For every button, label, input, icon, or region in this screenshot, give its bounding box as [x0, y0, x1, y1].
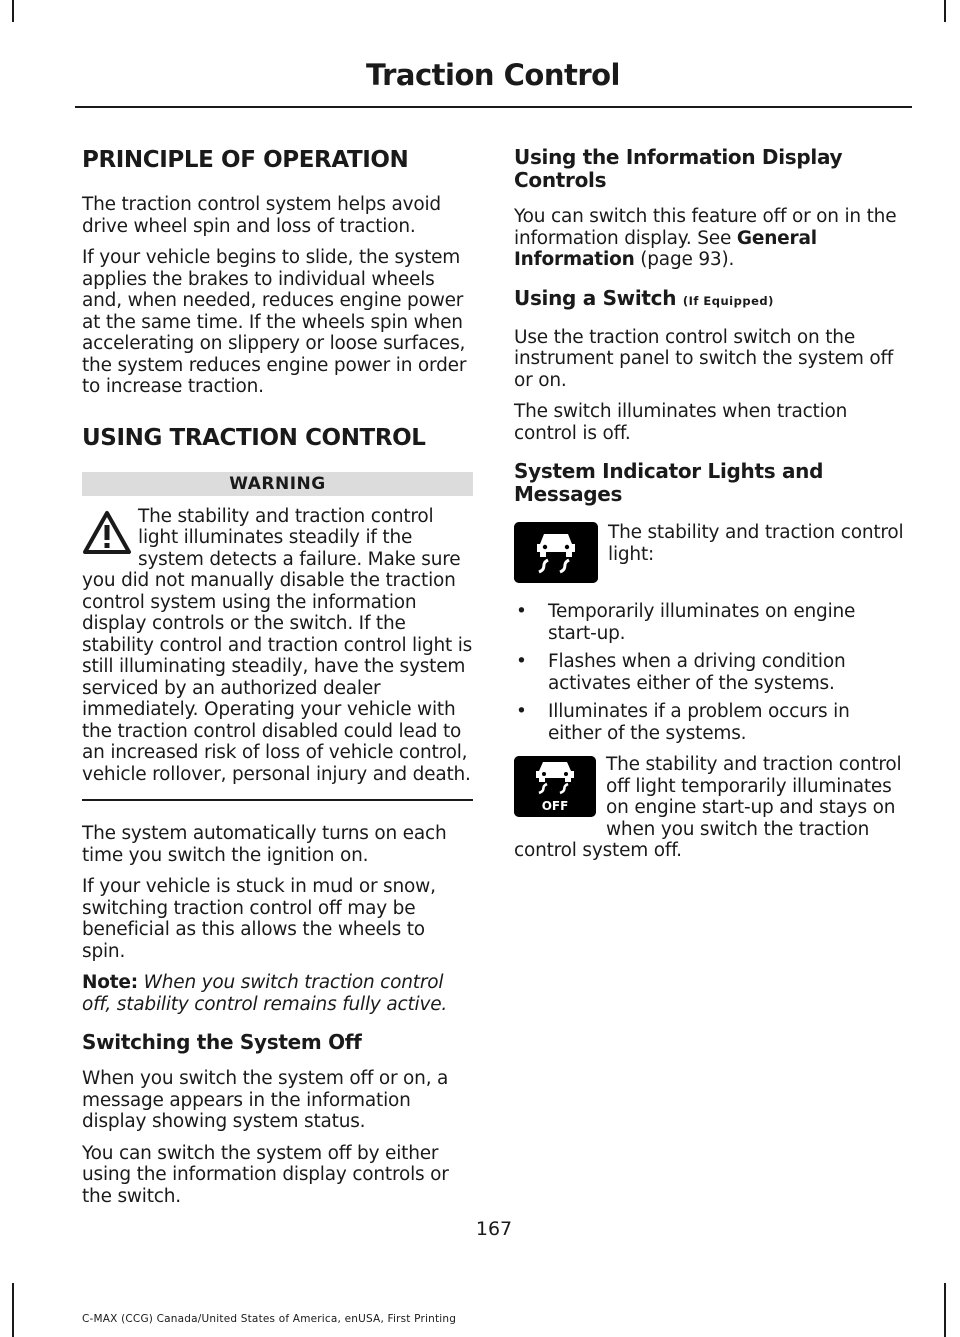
heading-using-a-switch: [514, 287, 905, 313]
heading-indicator-lights: System Indicator Lights and Messages: [514, 459, 824, 506]
traction-control-light-icon: [514, 522, 598, 583]
paragraph-switching-2: You can switch the system off by either using the information display controls or the switch.: [82, 1142, 449, 1207]
note-text: When you switch traction control off, stability control remains fully active.: [82, 972, 448, 1015]
header-rule: [75, 106, 912, 108]
left-column: [82, 142, 473, 1217]
if-equipped-tag: (If Equipped): [682, 293, 774, 308]
crop-mark-bottom-right: [944, 1283, 946, 1337]
warning-rule: [82, 799, 473, 801]
right-column: [514, 142, 905, 872]
paragraph-off-light: The stability and traction control off light temporarily illuminates on engine start-up and stays on when you switch the traction control system off.: [514, 754, 902, 861]
light-behavior-list: [514, 601, 905, 744]
heading-switching-system-off: Switching the System Off: [82, 1030, 362, 1054]
crop-mark-top-left: [12, 0, 14, 22]
paragraph-switching-1: When you switch the system off or on, a message appears in the information display showing system status.: [82, 1068, 449, 1132]
warning-triangle-icon: [82, 510, 132, 556]
paragraph-principle-1: The traction control system helps avoid drive wheel spin and loss of traction.: [82, 194, 441, 237]
list-item: • Temporarily illuminates on engine start-up.: [516, 601, 856, 644]
list-item: • Illuminates if a problem occurs in either of the systems.: [516, 701, 850, 744]
paragraph-ignition: The system automatically turns on each time you switch the ignition on.: [82, 823, 447, 866]
heading-information-display-controls: Using the Information Display Controls: [514, 145, 843, 192]
traction-off-light-block: [514, 754, 905, 862]
paragraph-switch-1: Use the traction control switch on the instrument panel to switch the system off or on.: [514, 326, 894, 391]
heading-using-a-switch-text: Using a Switch: [514, 285, 677, 310]
heading-using-traction-control: USING TRACTION CONTROL: [82, 424, 426, 451]
paragraph-principle-2: If your vehicle begins to slide, the system applies the brakes to individual wheels and, when needed, reduces engine power at the same time. If the wheels spin when accelerating on slippery or loose surfaces, the system reduces engine power in order to increase traction.: [82, 247, 467, 397]
page-header-title: Traction Control: [365, 58, 620, 92]
paragraph-switch-2: The switch illuminates when traction control is off.: [514, 401, 848, 444]
note: [82, 972, 473, 1015]
page-number: 167: [475, 1218, 513, 1240]
heading-principle-of-operation: PRINCIPLE OF OPERATION: [82, 147, 409, 173]
link-general-information[interactable]: General Information: [514, 227, 817, 270]
traction-control-off-light-icon: [514, 756, 596, 817]
paragraph-display-text: You can switch this feature off or on in the information display. See: [514, 206, 897, 249]
paragraph-mud-snow: If your vehicle is stuck in mud or snow, switching traction control off may be beneficial as this allows the wheels to spin.: [82, 876, 436, 962]
list-item: • Flashes when a driving condition activates either of the systems.: [516, 651, 846, 694]
paragraph-light: The stability and traction control light:: [608, 522, 904, 565]
warning-header: WARNING: [82, 472, 473, 496]
warning-box: [82, 506, 473, 786]
footer-text: C-MAX (CCG) Canada/United States of America, enUSA, First Printing: [82, 1313, 457, 1325]
warning-text: The stability and traction control light illuminates steadily if the system detects a failure. Make sure you did not manually disable the traction control system using the information display controls or the switch. If the stability control and traction control light is still illuminating steadily, have the system serviced by an authorized dealer immediately. Operating your vehicle with the traction control disabled could lead to an increased risk of loss of vehicle control, vehicle rollover, personal injury and death.: [82, 505, 473, 785]
paragraph-display: [514, 206, 905, 271]
off-label: OFF: [541, 799, 569, 813]
traction-light-block: [514, 520, 905, 587]
note-label: Note:: [82, 972, 138, 993]
paragraph-display-page-ref: (page 93).: [640, 249, 735, 270]
crop-mark-bottom-left: [12, 1283, 14, 1337]
crop-mark-top-right: [944, 0, 946, 22]
